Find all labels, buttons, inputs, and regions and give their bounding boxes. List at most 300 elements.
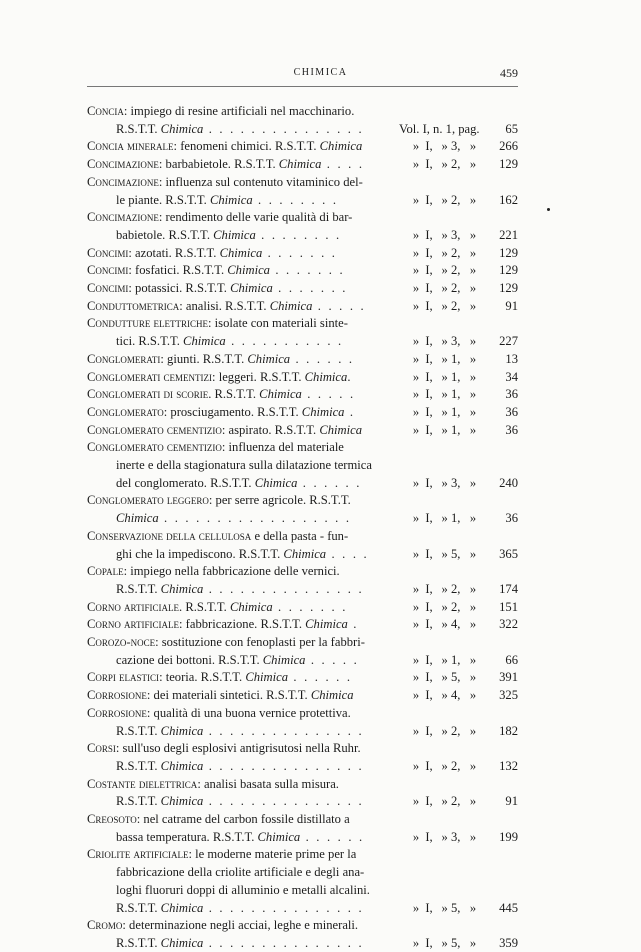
entry-description: fabbricazione della criolite artificiale e degli ana- <box>116 865 365 880</box>
entry-description: R.S.T.T. <box>116 758 161 773</box>
ditto-mark: » <box>441 794 451 809</box>
entry-description: : potassici. R.S.T.T. <box>128 281 231 295</box>
ditto-mark: » <box>441 298 451 313</box>
ditto-mark: » <box>469 546 477 561</box>
ditto-mark: » <box>469 935 477 950</box>
reference-number <box>438 351 464 368</box>
reference-volume: Vol. I, n. 1, pag. <box>399 121 480 136</box>
entry-keyword: Concia minerale <box>87 139 174 154</box>
ditto-mark: » <box>441 475 451 490</box>
reference-page: 34 <box>505 369 518 384</box>
journal-name: Chimica <box>160 935 204 950</box>
journal-name: Chimica <box>160 723 204 738</box>
ditto-mark: » <box>412 263 420 278</box>
entry-keyword: Concimi <box>87 281 129 295</box>
ditto-mark: » <box>412 511 420 526</box>
header-rule <box>87 86 518 87</box>
journal-name: Chimica <box>213 227 256 242</box>
index-entry-line <box>87 404 518 421</box>
reference-volume: I, <box>425 581 433 596</box>
reference-number-value: 2, <box>451 723 461 738</box>
reference-volume: I, <box>425 281 433 295</box>
entry-text <box>116 457 372 474</box>
entry-description: : per serre agricole. R.S.T.T. <box>208 493 351 508</box>
reference-page: 325 <box>499 688 518 703</box>
entry-text <box>87 209 352 226</box>
entry-text <box>87 280 348 297</box>
entry-keyword: Concia <box>87 104 124 118</box>
reference-number <box>438 262 464 279</box>
journal-name: Chimica <box>219 245 263 260</box>
ditto-mark: » <box>469 334 477 349</box>
entry-description: : influenza sul contenuto vitaminico del- <box>158 174 363 189</box>
ditto-mark: » <box>469 794 477 809</box>
ditto-mark: » <box>441 281 451 295</box>
reference-page: 129 <box>499 263 518 278</box>
entry-description: : influenza del materiale <box>221 440 344 455</box>
ditto-mark: » <box>441 900 451 915</box>
reference-number-value: 3, <box>451 829 461 844</box>
ditto-mark: » <box>412 758 420 773</box>
reference-page: 365 <box>499 546 518 561</box>
entry-text <box>87 776 339 793</box>
entry-description: e della pasta - fun- <box>251 528 349 543</box>
reference-volume: I, <box>425 404 433 419</box>
dot-leader: . . . . . . . . . . . . . . . <box>203 581 364 596</box>
reference-number-value: 2, <box>451 281 461 295</box>
index-entry-line <box>87 457 518 474</box>
dot-leader: . . . . . . <box>288 670 353 685</box>
entry-description: ghi che la impediscono. R.S.T.T. <box>116 546 284 561</box>
reference-volume: I, <box>425 652 433 667</box>
ditto-mark: » <box>441 723 451 738</box>
entry-description: : impiego di resine artificiali nel macchinario. <box>123 104 355 118</box>
reference-page: 227 <box>499 334 518 349</box>
ditto-mark: » <box>412 139 420 154</box>
journal-name: Chimica <box>160 581 204 596</box>
ditto-mark: » <box>441 758 451 773</box>
reference-number <box>438 227 464 244</box>
entry-description: : impiego nella fabbricazione delle vernici. <box>123 564 340 579</box>
ditto-mark: » <box>412 935 420 950</box>
index-entry-line <box>87 192 518 209</box>
entry-keyword: Conglomerato cementizio <box>87 440 222 455</box>
entry-text <box>87 492 351 509</box>
index-entry-line <box>87 510 518 527</box>
entry-text <box>116 864 364 881</box>
entry-keyword: Corno artificiale <box>87 599 180 614</box>
reference-volume: I, <box>425 670 433 685</box>
reference-page: 129 <box>499 245 518 260</box>
ditto-mark: » <box>412 157 420 172</box>
index-entry-line <box>87 174 518 191</box>
index-entry-line <box>87 776 518 793</box>
journal-name: Chimica <box>160 900 204 915</box>
journal-name: Chimica <box>230 281 273 295</box>
journal-name: Chimica <box>269 298 313 313</box>
entry-keyword: Concimi <box>87 245 129 260</box>
dot-leader: . . . . . . . . . . . . . . . <box>203 723 364 738</box>
reference-number-value: 3, <box>451 475 461 490</box>
journal-name: Chimica <box>160 121 204 136</box>
ditto-mark: » <box>412 192 420 207</box>
index-entry-line <box>87 209 518 226</box>
reference-number <box>438 723 464 740</box>
entry-description: R.S.T.T. <box>116 935 161 950</box>
index-entry-line <box>87 298 518 315</box>
journal-name: Chimica <box>305 617 348 632</box>
entry-keyword: Conglomerato cementizio <box>87 422 222 437</box>
dot-leader: . . . . . . . <box>269 263 345 278</box>
entry-description: : teoria. R.S.T.T. <box>159 670 246 685</box>
reference-volume: I, <box>425 139 433 154</box>
entry-keyword: Conduttometrica <box>87 298 180 313</box>
ditto-mark: » <box>469 422 477 437</box>
dot-leader: . . . . . . . . . . . . . . . <box>203 121 364 136</box>
reference-number <box>438 687 464 704</box>
reference-page: 65 <box>505 121 518 136</box>
entry-keyword: Conservazione della cellulosa <box>87 528 252 543</box>
entry-text <box>87 599 348 616</box>
reference-number <box>438 900 464 917</box>
index-entry-line <box>87 475 518 492</box>
ditto-mark: » <box>441 599 451 614</box>
ditto-mark: » <box>412 794 420 809</box>
ditto-mark: » <box>412 227 420 242</box>
journal-name: Chimica <box>245 670 289 685</box>
entry-keyword: Corsi <box>87 741 116 756</box>
reference-number-value: 5, <box>451 935 461 950</box>
ditto-mark: » <box>412 281 420 295</box>
index-entry-line <box>87 687 518 704</box>
index-entry-line <box>87 386 518 403</box>
dot-leader: . . . . <box>326 546 369 561</box>
reference-page: 359 <box>499 935 518 950</box>
ditto-mark: » <box>441 263 451 278</box>
dot-leader: . . . . . . . <box>272 281 348 295</box>
dot-leader: . <box>347 369 353 384</box>
entry-description: R.S.T.T. <box>116 900 161 915</box>
ditto-mark: » <box>412 422 420 437</box>
reference-number <box>438 599 464 616</box>
dot-leader: . . . . . . . . . . . . . . . <box>203 758 364 773</box>
entry-description: : le moderne materie prime per la <box>188 847 357 862</box>
reference-number-value: 1, <box>451 387 461 402</box>
entry-keyword: Concimi <box>87 263 129 278</box>
entry-description: del conglomerato. R.S.T.T. <box>116 475 255 490</box>
reference-number-value: 2, <box>451 245 461 260</box>
entry-description: cazione dei bottoni. R.S.T.T. <box>116 652 263 667</box>
journal-name: Chimica <box>160 758 204 773</box>
index-entry-line <box>87 723 518 740</box>
reference-number <box>438 245 464 262</box>
entry-keyword: Corozo-noce <box>87 635 156 649</box>
entry-description: : determinazione negli acciai, leghe e minerali. <box>122 918 359 933</box>
reference-number <box>438 404 464 421</box>
entry-keyword: Copale <box>87 564 124 579</box>
entry-text <box>87 351 354 368</box>
index-entry-line <box>87 103 518 120</box>
reference-number-value: 1, <box>451 404 461 419</box>
running-header-title: CHIMICA <box>293 67 348 78</box>
reference-number-value: 1, <box>451 511 461 526</box>
ditto-mark: » <box>469 139 477 154</box>
ditto-mark: » <box>412 475 420 490</box>
dot-leader: . . . . . . <box>297 475 362 490</box>
entry-text <box>116 652 359 669</box>
reference-volume: I, <box>425 794 433 809</box>
reference-page: 162 <box>499 192 518 207</box>
reference-number <box>438 280 464 297</box>
entry-description: bassa temperatura. R.S.T.T. <box>116 829 258 844</box>
dot-leader: . . . . . <box>305 652 359 667</box>
ditto-mark: » <box>469 829 477 844</box>
ditto-mark: » <box>412 404 420 419</box>
reference-volume: I, <box>425 334 433 349</box>
index-entry-line <box>87 846 518 863</box>
entry-text <box>116 510 351 527</box>
reference-volume: I, <box>425 900 433 915</box>
ditto-mark: » <box>441 192 451 207</box>
entry-description: : analisi basata sulla misura. <box>197 776 339 791</box>
dot-leader: . <box>344 404 356 419</box>
ditto-mark: » <box>412 245 420 260</box>
dot-leader: . . . . . . . <box>272 599 348 614</box>
ditto-mark: » <box>412 652 420 667</box>
entry-keyword: Creosoto <box>87 812 137 826</box>
reference-number-value: 2, <box>451 192 461 207</box>
ditto-mark: » <box>441 511 451 526</box>
ditto-mark: » <box>412 723 420 738</box>
reference-page: 36 <box>505 404 518 419</box>
index-entry-line <box>87 492 518 509</box>
ditto-mark: » <box>441 139 451 154</box>
entry-keyword: Conglomerato <box>87 404 164 419</box>
reference-volume: I, <box>425 688 433 703</box>
entry-description: tici. R.S.T.T. <box>116 334 184 349</box>
entry-text <box>87 616 359 633</box>
entry-text <box>87 687 354 704</box>
dot-leader: . . . . . . . . . . . <box>225 334 344 349</box>
entry-description: : leggeri. R.S.T.T. <box>212 369 305 384</box>
entry-description: . R.S.T.T. <box>208 387 260 402</box>
reference-number-value: 2, <box>451 157 461 172</box>
dot-leader: . . . . . . . . <box>252 192 339 207</box>
index-entry-line <box>87 563 518 580</box>
reference-volume: I, <box>425 475 433 490</box>
entry-keyword: Cromo <box>87 918 123 933</box>
reference-page: 36 <box>505 511 518 526</box>
reference-page: 322 <box>499 617 518 632</box>
entry-text <box>116 723 364 740</box>
ditto-mark: » <box>441 617 451 632</box>
entry-text <box>87 404 355 421</box>
ditto-mark: » <box>412 369 420 384</box>
reference-number-value: 5, <box>451 670 461 685</box>
journal-name: Chimica <box>304 369 348 384</box>
entry-text <box>87 846 356 863</box>
margin-speck <box>547 208 550 211</box>
reference-page: 174 <box>499 581 518 596</box>
entry-description: : analisi. R.S.T.T. <box>179 298 270 313</box>
entry-description: : dei materiali sintetici. R.S.T.T. <box>146 688 311 703</box>
reference-page: 129 <box>499 157 518 172</box>
reference-number <box>438 510 464 527</box>
entry-keyword: Corpi elastici <box>87 670 160 685</box>
index-entry-line <box>87 793 518 810</box>
journal-name: Chimica <box>247 351 291 366</box>
reference-number <box>438 616 464 633</box>
reference-page: 182 <box>499 723 518 738</box>
reference-number <box>438 829 464 846</box>
entry-description: R.S.T.T. <box>116 121 161 136</box>
entry-text <box>87 740 361 757</box>
reference-number-value: 5, <box>451 546 461 561</box>
reference-number-value: 2, <box>451 794 461 809</box>
ditto-mark: » <box>469 670 477 685</box>
reference-page: 266 <box>499 139 518 154</box>
journal-name: Chimica <box>283 546 327 561</box>
ditto-mark: » <box>441 245 451 260</box>
ditto-mark: » <box>469 511 477 526</box>
entry-text <box>116 935 364 952</box>
reference-number-value: 1, <box>451 422 461 437</box>
reference-number-value: 4, <box>451 617 461 632</box>
ditto-mark: » <box>412 829 420 844</box>
ditto-mark: » <box>412 670 420 685</box>
index-entry-line <box>87 758 518 775</box>
entry-keyword: Costante dielettrica <box>87 776 198 791</box>
entry-text <box>87 262 345 279</box>
ditto-mark: » <box>469 652 477 667</box>
ditto-mark: » <box>412 387 420 402</box>
ditto-mark: » <box>469 227 477 242</box>
reference-volume: I, <box>425 369 433 384</box>
ditto-mark: » <box>469 298 477 313</box>
reference-volume: I, <box>425 227 433 242</box>
reference-page: 445 <box>499 900 518 915</box>
journal-name: Chimica <box>301 404 345 419</box>
reference-volume: I, <box>425 157 433 172</box>
index-entry-line <box>87 864 518 881</box>
ditto-mark: » <box>412 900 420 915</box>
reference-page: 66 <box>505 652 518 667</box>
entry-text <box>116 793 364 810</box>
entry-description: : azotati. R.S.T.T. <box>128 245 220 260</box>
entry-keyword: Corrosione <box>87 705 147 720</box>
ditto-mark: » <box>412 599 420 614</box>
entry-text <box>116 192 338 209</box>
entry-description: : sostituzione con fenoplasti per la fabbri- <box>155 635 365 649</box>
reference-number-value: 2, <box>451 263 461 278</box>
dot-leader: . . . . . . <box>300 829 365 844</box>
index-entry-line <box>87 829 518 846</box>
journal-name: Chimica <box>319 139 363 154</box>
index-entry-line <box>87 315 518 332</box>
reference-volume: I, <box>425 935 433 950</box>
ditto-mark: » <box>412 617 420 632</box>
reference-page: 91 <box>505 298 518 313</box>
entry-description: R.S.T.T. <box>116 794 161 809</box>
dot-leader: . . . . . <box>301 387 356 402</box>
entry-text <box>116 581 364 598</box>
reference-volume: I, <box>425 245 433 260</box>
index-entry-line <box>87 333 518 350</box>
index-entry-line <box>87 634 518 651</box>
dot-leader: . . . . <box>321 157 365 172</box>
entry-description: : aspirato. R.S.T.T. <box>221 422 320 437</box>
reference-number <box>438 652 464 669</box>
entry-text <box>87 315 348 332</box>
journal-name: Chimica <box>310 688 354 703</box>
reference-volume: I, <box>425 422 433 437</box>
reference-number-value: 1, <box>451 369 461 384</box>
entry-description: : fabbricazione. R.S.T.T. <box>179 617 306 632</box>
dot-leader: . . . . . . . . . . . . . . . <box>203 794 364 809</box>
entry-description: inerte e della stagionatura sulla dilatazione termica <box>116 458 372 472</box>
dot-leader: . . . . . . . . . . . . . . . . . . <box>158 511 352 526</box>
dot-leader: . . . . . . . <box>262 245 338 260</box>
reference-volume: I, <box>425 351 433 366</box>
entry-description: : nel catrame del carbon fossile distillato a <box>136 812 350 826</box>
entry-description: : giunti. R.S.T.T. <box>160 351 248 366</box>
reference-page: 199 <box>499 829 518 844</box>
entry-text <box>87 138 362 155</box>
reference-volume: I, <box>425 298 433 313</box>
ditto-mark: » <box>412 546 420 561</box>
ditto-mark: » <box>412 334 420 349</box>
journal-name: Chimica <box>257 829 301 844</box>
reference-number <box>438 138 464 155</box>
reference-page: 221 <box>499 227 518 242</box>
reference-page: 132 <box>499 758 518 773</box>
entry-keyword: Corrosione <box>87 688 147 703</box>
journal-name: Chimica <box>259 387 302 402</box>
entry-keyword: Corno artificiale <box>87 617 180 632</box>
ditto-mark: » <box>412 298 420 313</box>
entry-keyword: Concimazione <box>87 157 159 172</box>
ditto-mark: » <box>441 369 451 384</box>
reference-volume: I, <box>425 617 433 632</box>
reference-page: 36 <box>505 422 518 437</box>
ditto-mark: » <box>441 227 451 242</box>
reference-number <box>438 935 464 952</box>
entry-text <box>87 103 354 120</box>
ditto-mark: » <box>469 369 477 384</box>
ditto-mark: » <box>469 617 477 632</box>
ditto-mark: » <box>441 581 451 596</box>
ditto-mark: » <box>441 546 451 561</box>
reference-number-value: 2, <box>451 758 461 773</box>
entry-keyword: Conglomerati di scorie <box>87 387 209 402</box>
ditto-mark: » <box>441 387 451 402</box>
entry-description: : barbabietole. R.S.T.T. <box>158 157 279 172</box>
reference-number-value: 4, <box>451 688 461 703</box>
journal-name: Chimica <box>160 794 204 809</box>
reference-page: 36 <box>505 387 518 402</box>
reference-number-value: 3, <box>451 334 461 349</box>
dot-leader: . . . . . . <box>290 351 355 366</box>
reference-volume: I, <box>425 829 433 844</box>
ditto-mark: » <box>469 351 477 366</box>
ditto-mark: » <box>441 422 451 437</box>
entry-text <box>87 298 366 315</box>
index-entry-line <box>87 245 518 262</box>
entry-description: : isolate con materiali sinte- <box>208 316 348 331</box>
reference-number-value: 2, <box>451 581 461 596</box>
index-entry-line <box>87 669 518 686</box>
dot-leader: . . . . . . . . . . . . . . . <box>203 935 364 950</box>
